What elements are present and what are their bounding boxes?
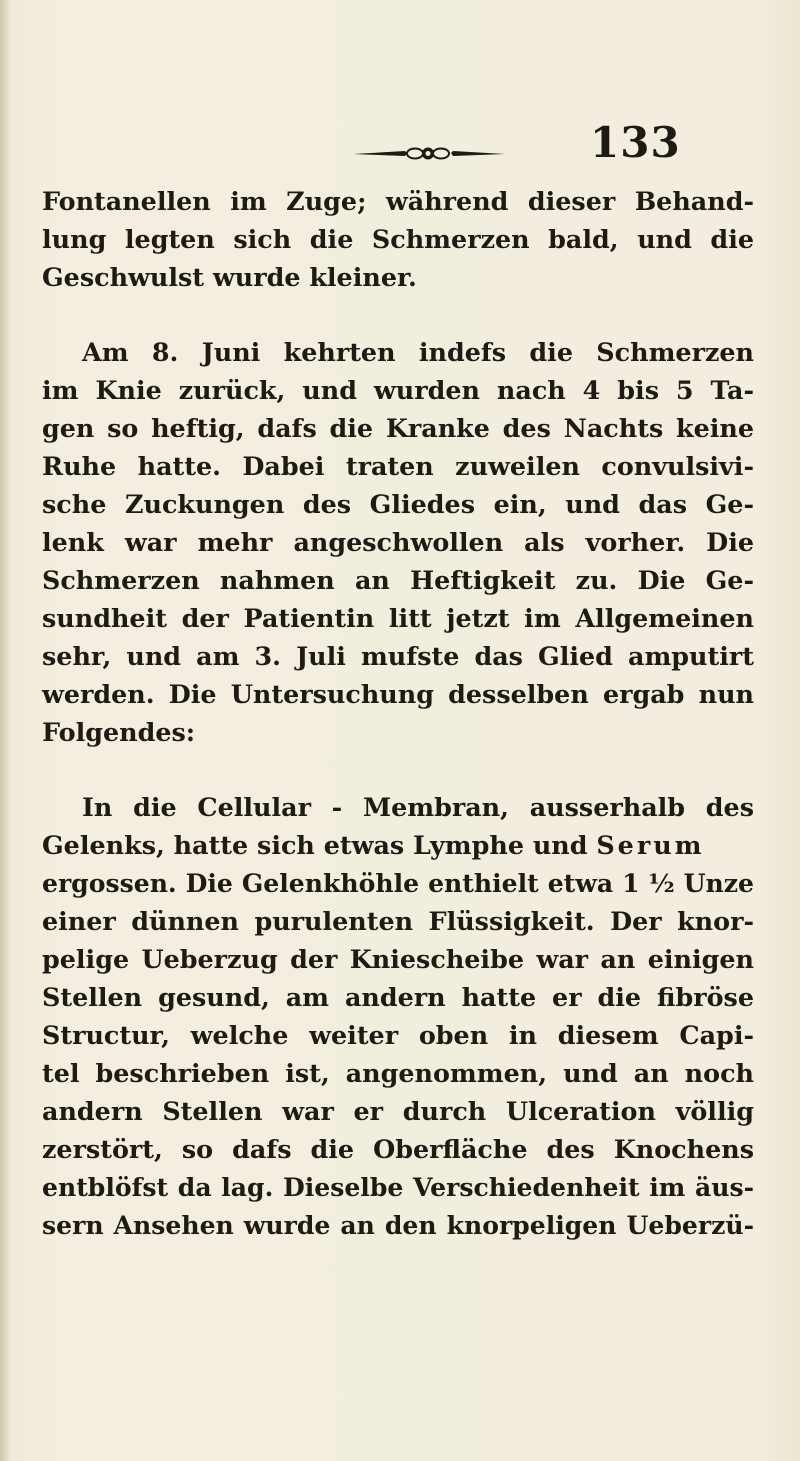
text-line: entblöfst da lag. Dieselbe Verschiedenheit im äus- xyxy=(42,1172,754,1202)
text-line: Structur, welche weiter oben in diesem Capi- xyxy=(42,1020,754,1050)
text-line: sehr, und am 3. Juli mufste das Glied amputirt xyxy=(42,641,754,671)
text-line: Ruhe hatte. Dabei traten zuweilen convulsivi- xyxy=(42,451,754,481)
binding-shadow xyxy=(0,0,10,1461)
decorative-rule-ornament-icon xyxy=(345,138,525,168)
text-line: Geschwulst wurde kleiner. xyxy=(42,262,417,292)
spaced-term: Serum xyxy=(596,830,705,860)
text-line: ergossen. Die Gelenkhöhle enthielt etwa 1 ½ Unze xyxy=(42,868,754,898)
body-text xyxy=(42,182,754,1244)
text-line: werden. Die Untersuchung desselben ergab nun xyxy=(42,679,754,709)
text-line: Stellen gesund, am andern hatte er die fibröse xyxy=(42,982,754,1012)
text-line: im Knie zurück, und wurden nach 4 bis 5 Ta- xyxy=(42,375,754,405)
text-line: Am 8. Juni kehrten indefs die Schmerzen xyxy=(82,337,754,367)
text-line: sundheit der Patientin litt jetzt im Allgemeinen xyxy=(42,603,754,633)
text-line: einer dünnen purulenten Flüssigkeit. Der knor- xyxy=(42,906,754,936)
text-line: Folgendes: xyxy=(42,717,196,747)
text-line: andern Stellen war er durch Ulceration völlig xyxy=(42,1096,754,1126)
page-number: 133 xyxy=(590,118,681,167)
text-line: sche Zuckungen des Gliedes ein, und das Ge- xyxy=(42,489,754,519)
text-line: lung legten sich die Schmerzen bald, und die xyxy=(42,224,754,254)
text-line: tel beschrieben ist, angenommen, und an noch xyxy=(42,1058,754,1088)
text-line: zerstört, so dafs die Oberfläche des Knochens xyxy=(42,1134,754,1164)
text-fragment: Gelenks, hatte sich etwas Lymphe und xyxy=(42,830,597,860)
text-line: lenk war mehr angeschwollen als vorher. Die xyxy=(42,527,754,557)
page-header xyxy=(0,118,800,168)
text-line xyxy=(42,826,754,864)
text-line: gen so heftig, dafs die Kranke des Nachts keine xyxy=(42,413,754,443)
text-line: pelige Ueberzug der Kniescheibe war an einigen xyxy=(42,944,754,974)
text-line: In die Cellular - Membran, ausserhalb des xyxy=(82,792,754,822)
text-line: Schmerzen nahmen an Heftigkeit zu. Die Ge- xyxy=(42,565,754,595)
text-line: sern Ansehen wurde an den knorpeligen Ueberzü- xyxy=(42,1210,754,1240)
text-line: Fontanellen im Zuge; während dieser Behand- xyxy=(42,186,754,216)
